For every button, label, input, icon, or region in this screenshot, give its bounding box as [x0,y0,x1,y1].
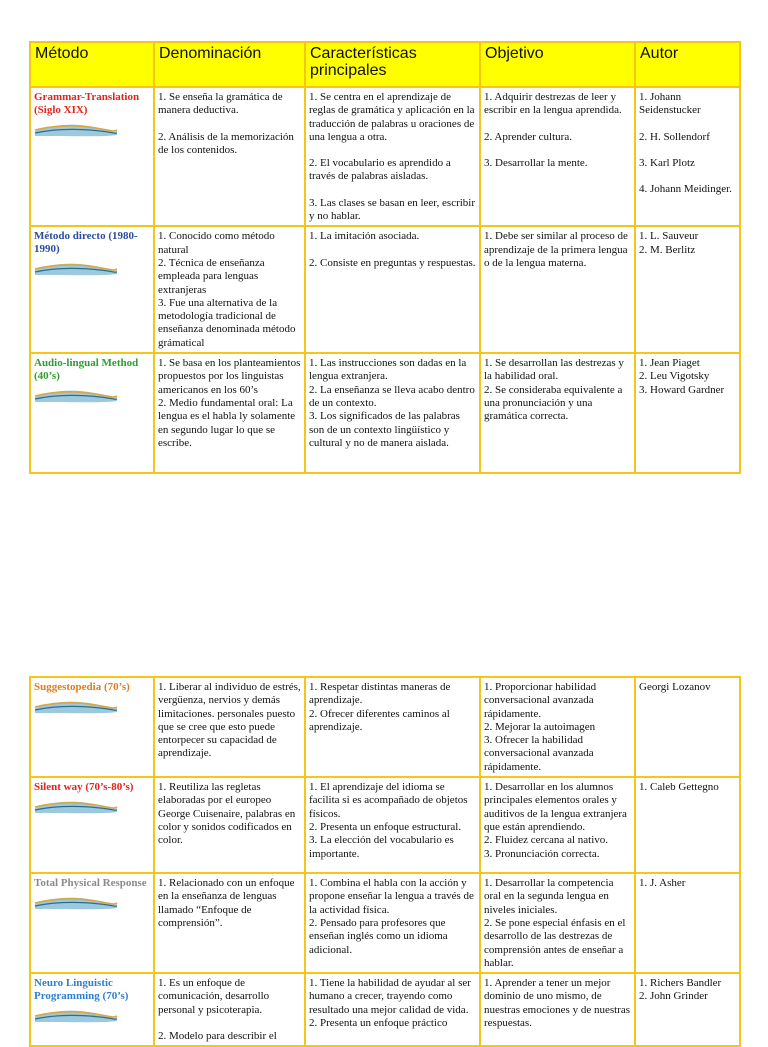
objetivo-cell [480,226,635,353]
cell-line: 2. Medio fundamental oral: La lengua es el habla ly solamente en segundo lugar lo que se escribe. [158,396,296,449]
header-caracteristicas: Características principales [305,42,480,87]
denominacion-cell [154,973,305,1046]
spacer [309,244,476,257]
autor-cell [635,226,740,353]
decorative-swash-icon [34,895,118,911]
autor-cell [635,777,740,873]
cell-line: 3. Karl Plotz [639,156,695,169]
method-name: Método directo (1980-1990) [34,230,138,256]
method-cell [30,973,154,1046]
denominacion-cell [154,87,305,226]
denominacion-cell [154,677,305,777]
cell-line: 2. Presenta un enfoque estructural. [309,820,462,833]
spacer [309,184,476,197]
methods-table-top [29,41,741,474]
table-header-row [30,42,740,87]
cell-line: 2. Presenta un enfoque práctico [309,1017,448,1030]
table-row [30,777,740,873]
cell-line: 3. Pronunciación correcta. [484,847,600,860]
header-objetivo: Objetivo [480,42,635,87]
method-name: Total Physical Response [34,877,147,890]
method-cell [30,677,154,777]
objetivo-cell [480,777,635,873]
table-body [30,87,740,473]
cell-line: 1. Richers Bandler [639,977,722,990]
cell-line: 1. Se desarrollan las destrezas y la habilidad oral. [484,357,624,383]
cell-line: 1. El aprendizaje del idioma se facilita si es acompañado de objetos físicos. [309,781,468,820]
cell-line: 2. Pensado para profesores que enseñan inglés como un idioma adicional. [309,916,448,956]
spacer [309,144,476,157]
cell-line: 2. Ofrecer diferentes caminos al aprendizaje. [309,707,450,733]
denominacion-cell [154,777,305,873]
table-row [30,353,740,473]
cell-line: 2. Aprender cultura. [484,130,572,143]
cell-line: 4. Johann Meidinger. [639,183,732,196]
cell-line: 1. Jean Piaget [639,357,700,370]
table-row [30,973,740,1046]
decorative-swash-icon [34,799,118,815]
autor-cell [635,87,740,226]
cell-line: 1. L. Sauveur [639,230,699,243]
autor-cell [635,873,740,973]
cell-line: 1. Desarrollar la competencia oral en la segunda lengua en niveles iniciales. [484,877,614,916]
decorative-swash-icon [34,699,118,715]
method-name: Audio-lingual Method (40’s) [34,357,139,383]
cell-line: 1. Conocido como método natural [158,230,275,256]
cell-line: 1. Caleb Gettegno [639,781,719,794]
cell-line: 1. Las instrucciones son dadas en la lengua extranjera. [309,357,467,383]
cell-line: 2. El vocabulario es aprendido a través de palabras aisladas. [309,157,451,183]
spacer [639,118,736,131]
cell-line: 2. M. Berlitz [639,243,696,256]
cell-line: 1. J. Asher [639,877,686,890]
cell-line: 2. John Grinder [639,990,708,1003]
decorative-swash-icon [34,388,118,404]
caracteristicas-cell [305,973,480,1046]
method-cell [30,87,154,226]
objetivo-cell [480,87,635,226]
decorative-swash-icon [34,261,118,277]
cell-line: 2. Fluidez cercana al nativo. [484,834,609,847]
spacer [158,118,301,131]
cell-line: 3. Desarrollar la mente. [484,156,588,169]
cell-line: 1. Se centra en el aprendizaje de reglas de gramática y aplicación en la traducción de palabras u oraciones de una lengua a otra. [309,91,475,143]
method-cell [30,873,154,973]
cell-line: 1. Es un enfoque de comunicación, desarrollo personal y psicoterapia. [158,977,270,1016]
table-row [30,873,740,973]
cell-line: 3. Los significados de las palabras son de un contexto lingüístico y cultural y no de manera aislada. [309,410,460,449]
table-row [30,677,740,777]
table-body [30,677,740,1046]
cell-line: 3. La elección del vocabulario es importante. [309,834,454,860]
denominacion-cell [154,873,305,973]
spacer [639,170,736,183]
spacer [639,144,736,157]
decorative-swash-icon [34,122,118,138]
cell-line: 2. Consiste en preguntas y respuestas. [309,256,476,269]
method-cell [30,777,154,873]
denominacion-cell [154,353,305,473]
cell-line: 2. H. Sollendorf [639,130,710,143]
cell-line: 1. Respetar distintas maneras de aprendizaje. [309,681,451,707]
cell-line: 2. Modelo para describir el [158,1030,277,1043]
cell-line: 1. Combina el habla con la acción y propone enseñar la lengua a través de la actividad física. [309,877,474,916]
denominacion-cell [154,226,305,353]
caracteristicas-cell [305,87,480,226]
caracteristicas-cell [305,226,480,353]
methods-table-bottom [29,676,741,1047]
cell-line: 1. Debe ser similar al proceso de aprendizaje de la primera lengua o de la lengua materna. [484,230,628,269]
cell-line: 2. Se consideraba equivalente a una pronunciación y una gramática correcta. [484,383,623,423]
decorative-swash-icon [34,1008,118,1024]
cell-line: 3. Ofrecer la habilidad conversacional avanzada rápidamente. [484,734,594,773]
cell-line: 1. Relacionado con un enfoque en la enseñanza de lenguas llamado “Enfoque de comprensión”. [158,877,295,929]
cell-line: 2. Técnica de enseñanza empleada para lenguas extranjeras [158,256,265,296]
objetivo-cell [480,973,635,1046]
cell-line: Georgi Lozanov [639,681,711,693]
table-row [30,87,740,226]
method-name: Grammar-Translation (Siglo XIX) [34,91,140,116]
autor-cell [635,973,740,1046]
method-name: Suggestopedia (70’s) [34,681,130,693]
cell-line: 3. Las clases se basan en leer, escribir y no hablar. [309,196,476,223]
cell-line: 1. Adquirir destrezas de leer y escribir en la lengua aprendida. [484,91,622,117]
cell-line: 1. Se basa en los planteamientos propuestos por los linguistas americanos en los 60’s [158,357,301,396]
caracteristicas-cell [305,353,480,473]
cell-line: 2. Análisis de la memorización de los contenidos. [158,130,294,156]
cell-line: 1. Reutiliza las regletas elaboradas por el europeo George Cuisenaire, palabras en color y sonidos codificados en color. [158,781,296,847]
method-cell [30,353,154,473]
objetivo-cell [480,353,635,473]
cell-line: 2. Se pone especial énfasis en el desarrollo de las destrezas de comprensión antes de enseñar a hablar. [484,916,626,969]
method-cell [30,226,154,353]
cell-line: 1. Proporcionar habilidad conversacional avanzada rápidamente. [484,681,597,720]
cell-line: 3. Fue una alternativa de la metodología tradicional de enseñanza denominada método grámatical [158,296,296,349]
autor-cell [635,353,740,473]
cell-line: 2. La enseñanza se lleva acabo dentro de un contexto. [309,383,475,409]
cell-line: 1. Johann Seidenstucker [639,91,701,117]
method-name: Neuro Linguistic Programming (70’s) [34,977,129,1003]
cell-line: 2. Leu Vigotsky [639,370,710,383]
cell-line: 1. La imitación asociada. [309,230,420,243]
method-name: Silent way (70’s-80’s) [34,781,134,794]
header-denominacion: Denominación [154,42,305,87]
header-autor: Autor [635,42,740,87]
autor-cell [635,677,740,777]
cell-line: 1. Se enseña la gramática de manera deductiva. [158,91,283,117]
caracteristicas-cell [305,677,480,777]
caracteristicas-cell [305,873,480,973]
spacer [484,144,631,157]
cell-line: 1. Tiene la habilidad de ayudar al ser humano a crecer, trayendo como resultado una mejor calidad de vida. [309,977,471,1016]
cell-line: 1. Liberar al individuo de estrés, vergüenza, nervios y demás limitaciones. personales puesto que se cree que esto puede entorpecer su capacidad de aprendizaje. [158,681,301,760]
cell-line: 2. Mejorar la autoimagen [484,720,596,733]
header-metodo: Método [30,42,154,87]
caracteristicas-cell [305,777,480,873]
spacer [484,118,631,131]
cell-line: 1. Aprender a tener un mejor dominio de uno mismo, de nuestras emociones y de nuestras respuestas. [484,977,631,1030]
objetivo-cell [480,873,635,973]
objetivo-cell [480,677,635,777]
table-row [30,226,740,353]
cell-line: 1. Desarrollar en los alumnos principales elementos orales y auditivos de la lengua extranjera que están aprendiendo. [484,781,627,833]
cell-line: 3. Howard Gardner [639,383,725,396]
